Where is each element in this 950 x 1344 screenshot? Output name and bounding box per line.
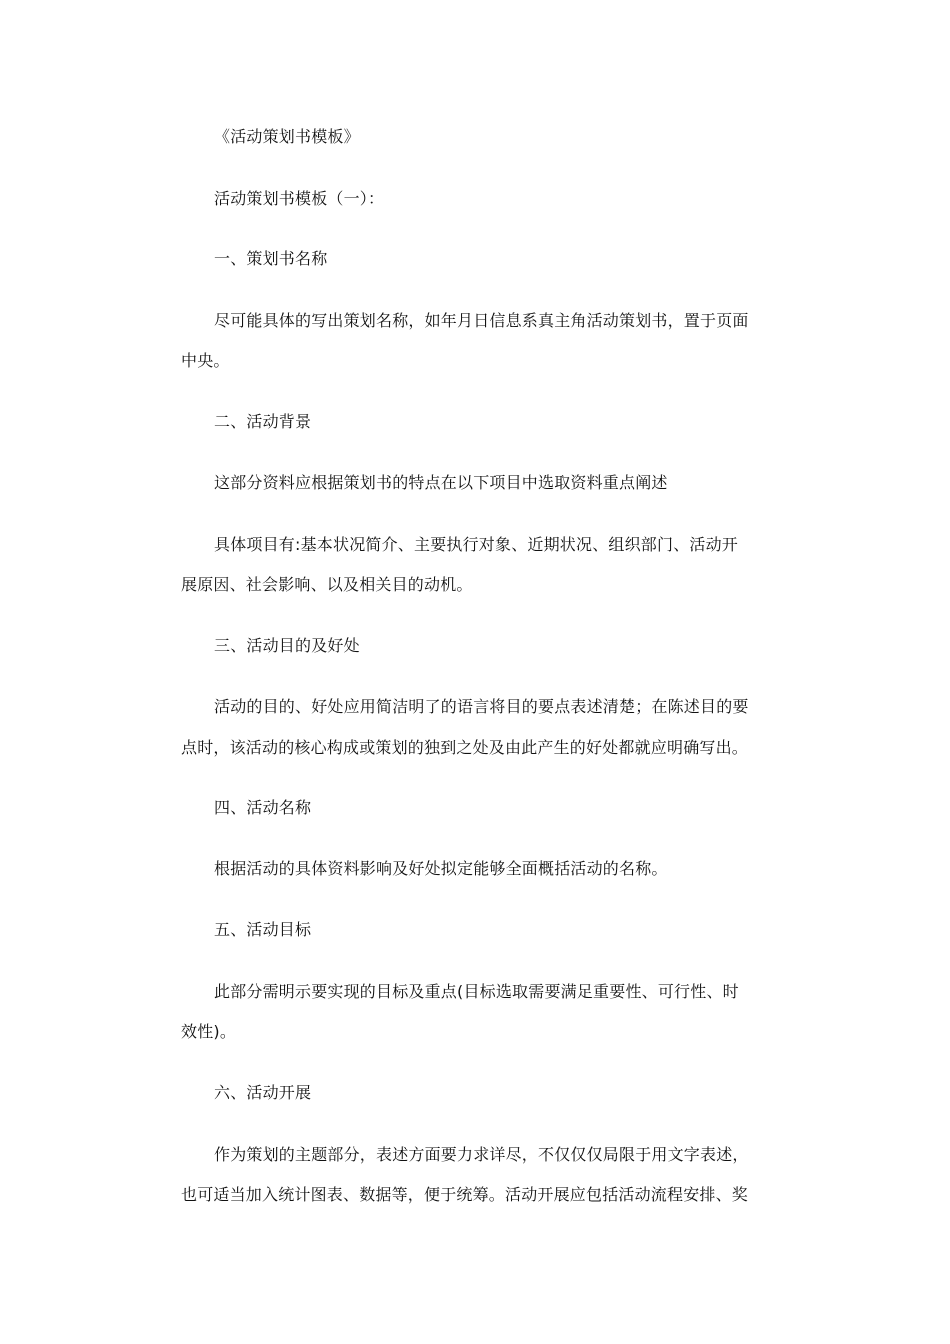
paragraph-line: 效性)。	[181, 1022, 237, 1041]
section-heading-3: 三、活动目的及好处	[214, 636, 360, 655]
paragraph-line: 展原因、社会影响、以及相关目的动机。	[181, 575, 473, 594]
section-heading-1: 一、策划书名称	[214, 249, 328, 268]
document-subtitle: 活动策划书模板（一）：	[214, 189, 385, 208]
paragraph-line: 尽可能具体的写出策划名称，如年月日信息系真主角活动策划书，置于页面	[214, 311, 749, 330]
section-heading-2: 二、活动背景	[214, 412, 312, 431]
paragraph-line: 也可适当加入统计图表、数据等，便于统筹。活动开展应包括活动流程安排、奖	[181, 1185, 749, 1204]
paragraph-line: 此部分需明示要实现的目标及重点(目标选取需要满足重要性、可行性、时	[214, 982, 739, 1001]
document-title: 《活动策划书模板》	[214, 127, 360, 146]
paragraph-line: 活动的目的、好处应用简洁明了的语言将目的要点表述清楚；在陈述目的要	[214, 697, 749, 716]
paragraph-line: 点时，该活动的核心构成或策划的独到之处及由此产生的好处都就应明确写出。	[181, 738, 749, 757]
paragraph-line: 根据活动的具体资料影响及好处拟定能够全面概括活动的名称。	[214, 859, 668, 878]
paragraph-line: 中央。	[181, 351, 230, 370]
section-heading-5: 五、活动目标	[214, 920, 312, 939]
paragraph-line: 具体项目有:基本状况简介、主要执行对象、近期状况、组织部门、活动开	[214, 535, 738, 554]
section-heading-4: 四、活动名称	[214, 798, 312, 817]
paragraph-line: 这部分资料应根据策划书的特点在以下项目中选取资料重点阐述	[214, 473, 668, 492]
section-heading-6: 六、活动开展	[214, 1083, 312, 1102]
paragraph-line: 作为策划的主题部分，表述方面要力求详尽，不仅仅仅局限于用文字表述，	[214, 1145, 749, 1164]
